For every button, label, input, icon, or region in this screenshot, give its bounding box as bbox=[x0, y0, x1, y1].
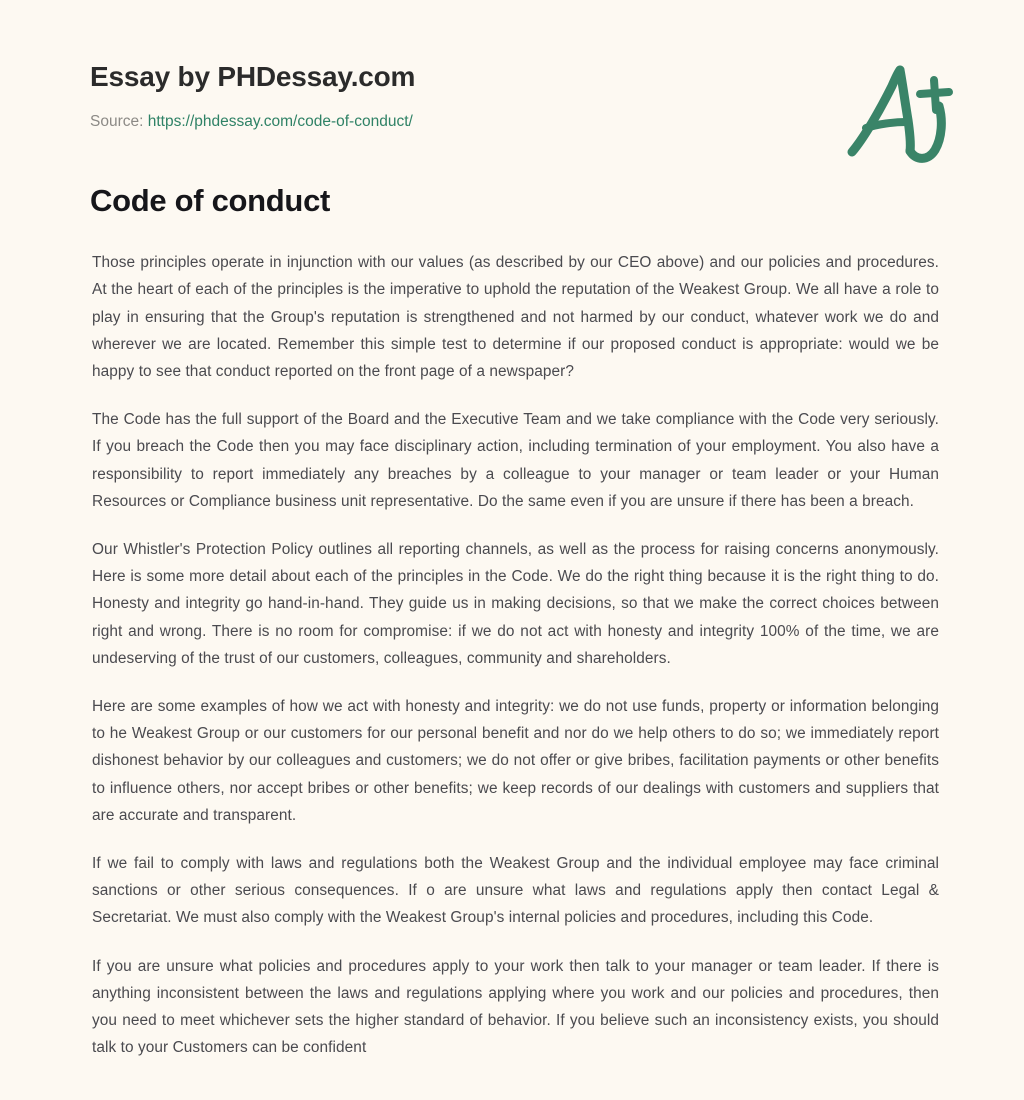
essay-body bbox=[0, 249, 1024, 1061]
page-header bbox=[0, 0, 1024, 160]
paragraph: Our Whistler's Protection Policy outlines all reporting channels, as well as the process for raising concerns anonymously. Here is some more detail about each of the principles in the Code. We do the right thing because it is the right thing to do. Honesty and integrity go hand-in-hand. They guide us in making decisions, so that we make the correct choices between right and wrong. There is no room for compromise: if we do not act with honesty and integrity 100% of the time, we are undeserving of the trust of our customers, colleagues, community and shareholders. bbox=[92, 541, 939, 667]
paragraph: Those principles operate in injunction with our values (as described by our CEO above) and our policies and procedures. At the heart of each of the principles is the imperative to uphold the reputation of the Weakest Group. We all have a role to play in ensuring that the Group's reputation is strengthened and not harmed by our conduct, whatever work we do and wherever we are located. Remember this simple test to determine if our proposed conduct is appropriate: would we be happy to see that conduct reported on the front page of a newspaper? bbox=[92, 254, 939, 380]
paragraph: The Code has the full support of the Board and the Executive Team and we take compliance with the Code very seriously. If you breach the Code then you may face disciplinary action, including termination of your employment. You also have a responsibility to report immediately any breaches by a colleague to your manager or team leader or your Human Resources or Compliance business unit representative. Do the same even if you are unsure if there has been a breach. bbox=[92, 411, 939, 510]
a-plus-logo bbox=[842, 58, 962, 168]
source-url-link[interactable]: https://phdessay.com/code-of-conduct/ bbox=[147, 112, 413, 130]
paragraph: If you are unsure what policies and procedures apply to your work then talk to your manager or team leader. If there is anything inconsistent between the laws and regulations applying where you work and our policies and procedures, then you need to meet whichever sets the higher standard of behavior. If you believe such an inconsistency exists, you should talk to your Customers can be confident bbox=[92, 957, 939, 1057]
source-line bbox=[90, 113, 968, 132]
paragraph: Here are some examples of how we act with honesty and integrity: we do not use funds, property or information belonging to he Weakest Group or our customers for our personal benefit and nor do we help others to do so; we immediately report dishonest behavior by our colleagues and customers; we do not offer or give bribes, facilitation payments or other benefits to influence others, nor accept bribes or other benefits; we keep records of our dealings with customers and suppliers that are accurate and transparent. bbox=[92, 698, 939, 824]
paragraph: If we fail to comply with laws and regulations both the Weakest Group and the individual employee may face criminal sanctions or other serious consequences. If o are unsure what laws and regulations apply then contact Legal & Secretariat. We must also comply with the Weakest Group's internal policies and procedures, including this Code. bbox=[92, 855, 939, 927]
brand-title: Essay by PHDessay.com bbox=[90, 61, 416, 92]
source-label: Source: bbox=[90, 112, 144, 130]
page-title: Code of conduct bbox=[90, 183, 331, 218]
